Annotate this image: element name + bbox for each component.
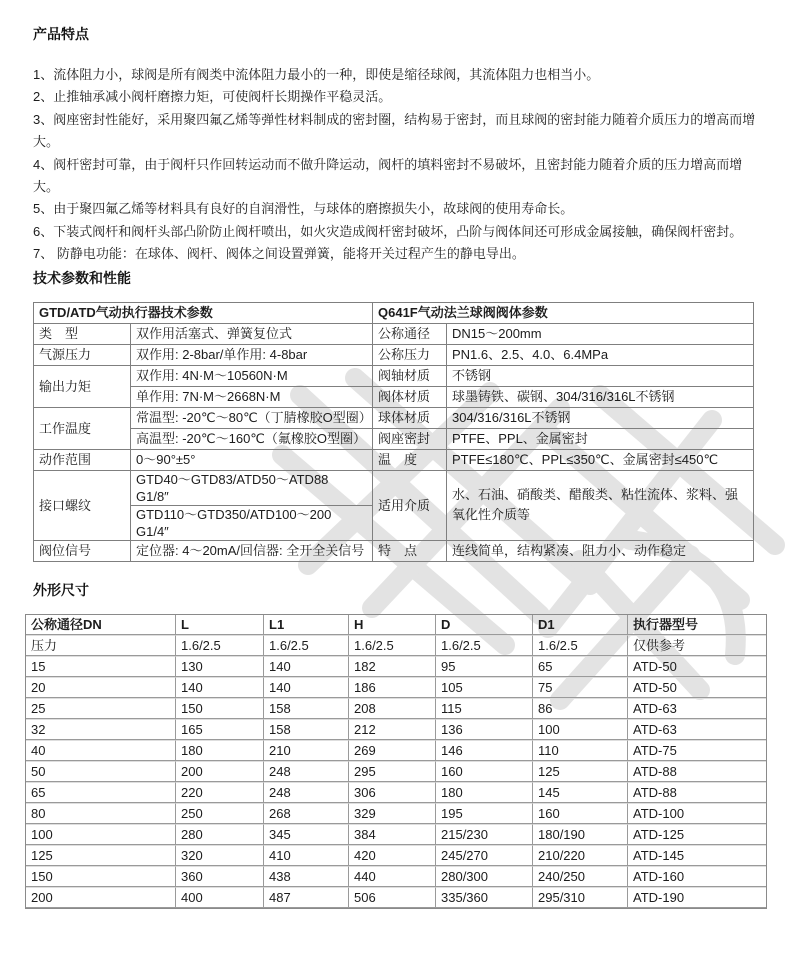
table-cell: 335/360: [436, 887, 533, 908]
param-label: 阀体材质: [373, 386, 447, 407]
table-row: [26, 656, 766, 677]
table-cell: 140: [264, 656, 349, 677]
table-cell: ATD-88: [628, 782, 766, 803]
param-value: 不锈钢: [447, 365, 754, 386]
param-value: 水、石油、硝酸类、醋酸类、粘性流体、浆料、强氧化性介质等: [447, 470, 754, 540]
table-cell: 65: [533, 656, 628, 677]
table-cell: 100: [26, 824, 176, 845]
table-row: [34, 344, 754, 365]
table-cell: 32: [26, 719, 176, 740]
table-cell: 180: [436, 782, 533, 803]
table-row: [34, 365, 754, 386]
param-label: 公称压力: [373, 344, 447, 365]
param-label: 温 度: [373, 449, 447, 470]
table-cell: ATD-190: [628, 887, 766, 908]
column-header: H: [349, 615, 436, 635]
param-value: PTFE≤180℃、PPL≤350℃、金属密封≤450℃: [447, 449, 754, 470]
table-row: [26, 761, 766, 782]
table-row: [26, 887, 766, 908]
table-cell: 115: [436, 698, 533, 719]
table-cell: 145: [533, 782, 628, 803]
param-value: PTFE、PPL、金属密封: [447, 428, 754, 449]
table-cell: 105: [436, 677, 533, 698]
table-cell: 240/250: [533, 866, 628, 887]
table-cell: 130: [176, 656, 264, 677]
table-row: [26, 719, 766, 740]
table-cell: 125: [26, 845, 176, 866]
table-cell: 215/230: [436, 824, 533, 845]
table-row: [26, 845, 766, 866]
table-cell: 65: [26, 782, 176, 803]
table-cell: 158: [264, 698, 349, 719]
param-label: 阀座密封: [373, 428, 447, 449]
features-title: 产品特点: [33, 26, 89, 42]
table-cell: ATD-160: [628, 866, 766, 887]
table-cell: 20: [26, 677, 176, 698]
table-cell: 15: [26, 656, 176, 677]
table-cell: 182: [349, 656, 436, 677]
table-cell: 1.6/2.5: [349, 635, 436, 656]
table-cell: ATD-50: [628, 677, 766, 698]
table-cell: 410: [264, 845, 349, 866]
table-cell: 180: [176, 740, 264, 761]
table-cell: 210: [264, 740, 349, 761]
table-cell: 186: [349, 677, 436, 698]
valve-params-header: Q641F气动法兰球阀阀体参数: [373, 302, 754, 323]
table-row: [26, 677, 766, 698]
table-cell: 245/270: [436, 845, 533, 866]
table-cell: 110: [533, 740, 628, 761]
table-cell: ATD-75: [628, 740, 766, 761]
param-value: PN1.6、2.5、4.0、6.4MPa: [447, 344, 754, 365]
table-cell: 220: [176, 782, 264, 803]
table-cell: 329: [349, 803, 436, 824]
table-row: [34, 407, 754, 428]
table-cell: 295: [349, 761, 436, 782]
table-cell: 1.6/2.5: [533, 635, 628, 656]
param-label: 球体材质: [373, 407, 447, 428]
param-value: 0～90°±5°: [131, 449, 373, 470]
table-cell: 250: [176, 803, 264, 824]
table-cell: ATD-125: [628, 824, 766, 845]
param-label: 阀轴材质: [373, 365, 447, 386]
table-row: [26, 803, 766, 824]
table-cell: 269: [349, 740, 436, 761]
table-cell: ATD-63: [628, 719, 766, 740]
table-row: [26, 824, 766, 845]
table-row: [34, 540, 754, 561]
table-cell: 345: [264, 824, 349, 845]
specs-title: 技术参数和性能: [33, 269, 131, 286]
param-label: 工作温度: [34, 407, 131, 449]
table-row: [26, 698, 766, 719]
table-row: [34, 449, 754, 470]
table-cell: ATD-145: [628, 845, 766, 866]
feature-item: 2、止推轴承减小阀杆磨擦力矩，可使阀杆长期操作平稳灵活。: [33, 89, 392, 105]
table-cell: 140: [176, 677, 264, 698]
table-cell: 86: [533, 698, 628, 719]
table-cell: ATD-88: [628, 761, 766, 782]
table-cell: 295/310: [533, 887, 628, 908]
dims-title: 外形尺寸: [33, 581, 89, 598]
table-cell: 1.6/2.5: [264, 635, 349, 656]
param-label: 输出力矩: [34, 365, 131, 407]
table-cell: 1.6/2.5: [176, 635, 264, 656]
table-row: [26, 740, 766, 761]
feature-item: 6、下装式阀杆和阀杆头部凸阶防止阀杆喷出，如火灾造成阀杆密封破坏，凸阶与阀体间还可形成金属接触，确保阀杆密封。: [33, 223, 743, 239]
param-label: 接口螺纹: [34, 470, 131, 540]
table-cell: 180/190: [533, 824, 628, 845]
table-cell: 195: [436, 803, 533, 824]
feature-item: 5、由于聚四氟乙烯等材料具有良好的自润滑性，与球体的磨擦损失小，故球阀的使用寿命长。: [33, 201, 574, 217]
table-cell: 208: [349, 698, 436, 719]
table-cell: 125: [533, 761, 628, 782]
actuator-params-header: GTD/ATD气动执行器技术参数: [34, 302, 373, 323]
feature-item: 7、 防静电功能：在球体、阀杆、阀体之间设置弹簧，能将开关过程产生的静电导出。: [33, 246, 525, 262]
table-cell: ATD-50: [628, 656, 766, 677]
param-value: 定位器: 4～20mA/回信器: 全开全关信号: [131, 540, 373, 561]
table-row: [26, 635, 766, 656]
feature-item: 4、阀杆密封可靠，由于阀杆只作回转运动而不做升降运动，阀杆的填料密封不易破坏，且密封能力随着介质的压力增高而增大。: [33, 156, 743, 195]
param-value: 双作用: 4N·M～10560N·M: [131, 365, 373, 386]
column-header: D1: [533, 615, 628, 635]
table-row: [26, 866, 766, 887]
table-cell: 360: [176, 866, 264, 887]
table-cell: 200: [26, 887, 176, 908]
table-cell: 150: [176, 698, 264, 719]
table-cell: 压力: [26, 635, 176, 656]
table-cell: 280/300: [436, 866, 533, 887]
param-value: 连线简单，结构紧凑、阻力小、动作稳定: [447, 540, 754, 561]
param-label: 阀位信号: [34, 540, 131, 561]
param-value: DN15～200mm: [447, 323, 754, 344]
table-cell: 40: [26, 740, 176, 761]
param-label: 公称通径: [373, 323, 447, 344]
table-cell: 200: [176, 761, 264, 782]
spec-table: [33, 302, 754, 562]
table-cell: 95: [436, 656, 533, 677]
table-cell: 仅供参考: [628, 635, 766, 656]
table-cell: 160: [533, 803, 628, 824]
table-cell: 248: [264, 782, 349, 803]
table-cell: 280: [176, 824, 264, 845]
table-cell: 100: [533, 719, 628, 740]
table-cell: 140: [264, 677, 349, 698]
table-cell: 506: [349, 887, 436, 908]
column-header: L1: [264, 615, 349, 635]
table-row: [34, 302, 754, 323]
table-cell: 306: [349, 782, 436, 803]
feature-item: 3、阀座密封性能好，采用聚四氟乙烯等弹性材料制成的密封圈，结构易于密封，而且球阀的密封能力随着介质压力的增高而增大。: [33, 111, 756, 150]
param-label: 动作范围: [34, 449, 131, 470]
table-cell: 75: [533, 677, 628, 698]
param-label: 气源压力: [34, 344, 131, 365]
table-cell: 80: [26, 803, 176, 824]
table-cell: 1.6/2.5: [436, 635, 533, 656]
param-value: 单作用: 7N·M～2668N·M: [131, 386, 373, 407]
table-cell: 210/220: [533, 845, 628, 866]
param-label: 特 点: [373, 540, 447, 561]
param-value: 双作用: 2-8bar/单作用: 4-8bar: [131, 344, 373, 365]
table-cell: ATD-100: [628, 803, 766, 824]
table-cell: 160: [436, 761, 533, 782]
table-cell: 25: [26, 698, 176, 719]
table-cell: 400: [176, 887, 264, 908]
table-cell: 487: [264, 887, 349, 908]
param-label: 适用介质: [373, 470, 447, 540]
table-cell: 420: [349, 845, 436, 866]
table-cell: 384: [349, 824, 436, 845]
param-value: 高温型: -20℃～160℃（氟橡胶O型圈）: [131, 428, 373, 449]
table-cell: 150: [26, 866, 176, 887]
table-cell: 320: [176, 845, 264, 866]
feature-item: 1、流体阻力小，球阀是所有阀类中流体阻力最小的一种，即使是缩径球阀，其流体阻力也相当小。: [33, 67, 600, 82]
table-cell: ATD-63: [628, 698, 766, 719]
param-value: 球墨铸铁、碳钢、304/316/316L不锈钢: [447, 386, 754, 407]
features-list: [33, 64, 756, 266]
table-cell: 248: [264, 761, 349, 782]
table-cell: 146: [436, 740, 533, 761]
param-value: GTD110～GTD350/ATD100～200 G1/4″: [131, 505, 373, 540]
table-cell: 438: [264, 866, 349, 887]
param-value: 304/316/316L不锈钢: [447, 407, 754, 428]
table-cell: 212: [349, 719, 436, 740]
column-header: D: [436, 615, 533, 635]
table-cell: 440: [349, 866, 436, 887]
table-cell: 268: [264, 803, 349, 824]
param-label: 类 型: [34, 323, 131, 344]
table-row: [26, 782, 766, 803]
table-row: [34, 323, 754, 344]
column-header: 执行器型号: [628, 615, 766, 635]
dimensions-table: [25, 614, 767, 909]
table-cell: 136: [436, 719, 533, 740]
table-row: [34, 470, 754, 505]
table-row: [26, 615, 766, 635]
table-row: [34, 428, 754, 449]
column-header: 公称通径DN: [26, 615, 176, 635]
param-value: 常温型: -20℃～80℃（丁腈橡胶O型圈）: [131, 407, 373, 428]
table-cell: 50: [26, 761, 176, 782]
param-value: GTD40～GTD83/ATD50～ATD88 G1/8″: [131, 470, 373, 505]
param-value: 双作用活塞式、弹簧复位式: [131, 323, 373, 344]
table-row: [34, 386, 754, 407]
column-header: L: [176, 615, 264, 635]
table-cell: 158: [264, 719, 349, 740]
table-cell: 165: [176, 719, 264, 740]
